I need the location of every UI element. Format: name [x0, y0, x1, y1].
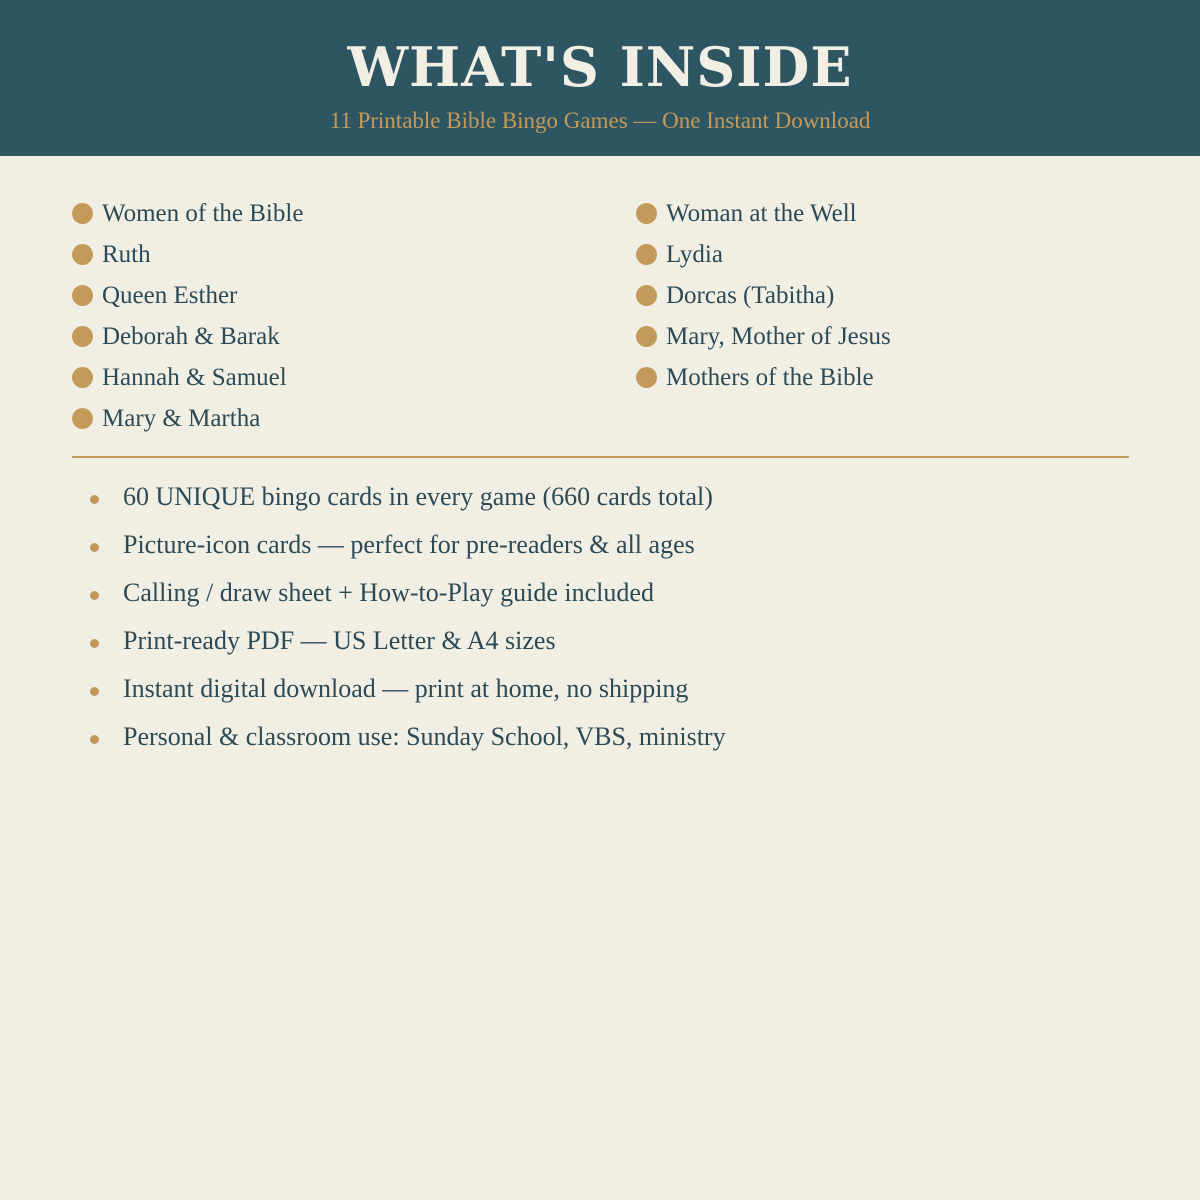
game-item: [636, 316, 891, 357]
bullet-icon: [90, 687, 99, 696]
game-label: Queen Esther: [102, 281, 238, 309]
feature-item: [90, 617, 726, 665]
bullet-icon: [90, 639, 99, 648]
game-label: Dorcas (Tabitha): [666, 281, 835, 309]
bullet-icon: [90, 495, 99, 504]
game-item: [636, 234, 891, 275]
game-list-right-column: [636, 193, 891, 398]
game-item: [636, 275, 891, 316]
bullet-icon: [636, 285, 657, 306]
page-subtitle: 11 Printable Bible Bingo Games — One Instant Download: [329, 108, 871, 133]
game-label: Woman at the Well: [666, 199, 857, 227]
bullet-icon: [72, 285, 93, 306]
game-label: Mary & Martha: [102, 404, 261, 432]
game-label: Hannah & Samuel: [102, 363, 287, 391]
bullet-icon: [72, 326, 93, 347]
game-label: Women of the Bible: [102, 199, 304, 227]
section-divider: [72, 456, 1129, 458]
bullet-icon: [72, 367, 93, 388]
game-item: [72, 275, 303, 316]
feature-list: [90, 473, 726, 761]
game-label: Deborah & Barak: [102, 322, 280, 350]
feature-label: Personal & classroom use: Sunday School, VBS, ministry: [123, 722, 726, 751]
feature-label: Instant digital download — print at home, no shipping: [123, 674, 689, 703]
bullet-icon: [90, 735, 99, 744]
game-item: [636, 357, 891, 398]
bullet-icon: [636, 203, 657, 224]
feature-label: 60 UNIQUE bingo cards in every game (660 cards total): [123, 482, 713, 511]
bullet-icon: [636, 244, 657, 265]
feature-label: Picture-icon cards — perfect for pre-readers & all ages: [123, 530, 695, 559]
game-label: Mary, Mother of Jesus: [666, 322, 891, 350]
game-item: [72, 234, 303, 275]
bullet-icon: [636, 326, 657, 347]
feature-label: Calling / draw sheet + How-to-Play guide included: [123, 578, 654, 607]
feature-item: [90, 473, 726, 521]
game-item: [72, 357, 303, 398]
game-item: [636, 193, 891, 234]
game-item: [72, 398, 303, 439]
feature-item: [90, 569, 726, 617]
feature-item: [90, 713, 726, 761]
page-title: WHAT'S INSIDE: [347, 35, 853, 99]
bullet-icon: [72, 408, 93, 429]
bullet-icon: [90, 591, 99, 600]
game-label: Mothers of the Bible: [666, 363, 874, 391]
game-label: Ruth: [102, 240, 151, 268]
header-banner: [0, 0, 1200, 156]
feature-item: [90, 521, 726, 569]
bullet-icon: [72, 203, 93, 224]
feature-label: Print-ready PDF — US Letter & A4 sizes: [123, 626, 556, 655]
bullet-icon: [90, 543, 99, 552]
game-list-left-column: [72, 193, 303, 439]
game-item: [72, 193, 303, 234]
bullet-icon: [636, 367, 657, 388]
game-item: [72, 316, 303, 357]
bullet-icon: [72, 244, 93, 265]
game-label: Lydia: [666, 240, 723, 268]
feature-item: [90, 665, 726, 713]
